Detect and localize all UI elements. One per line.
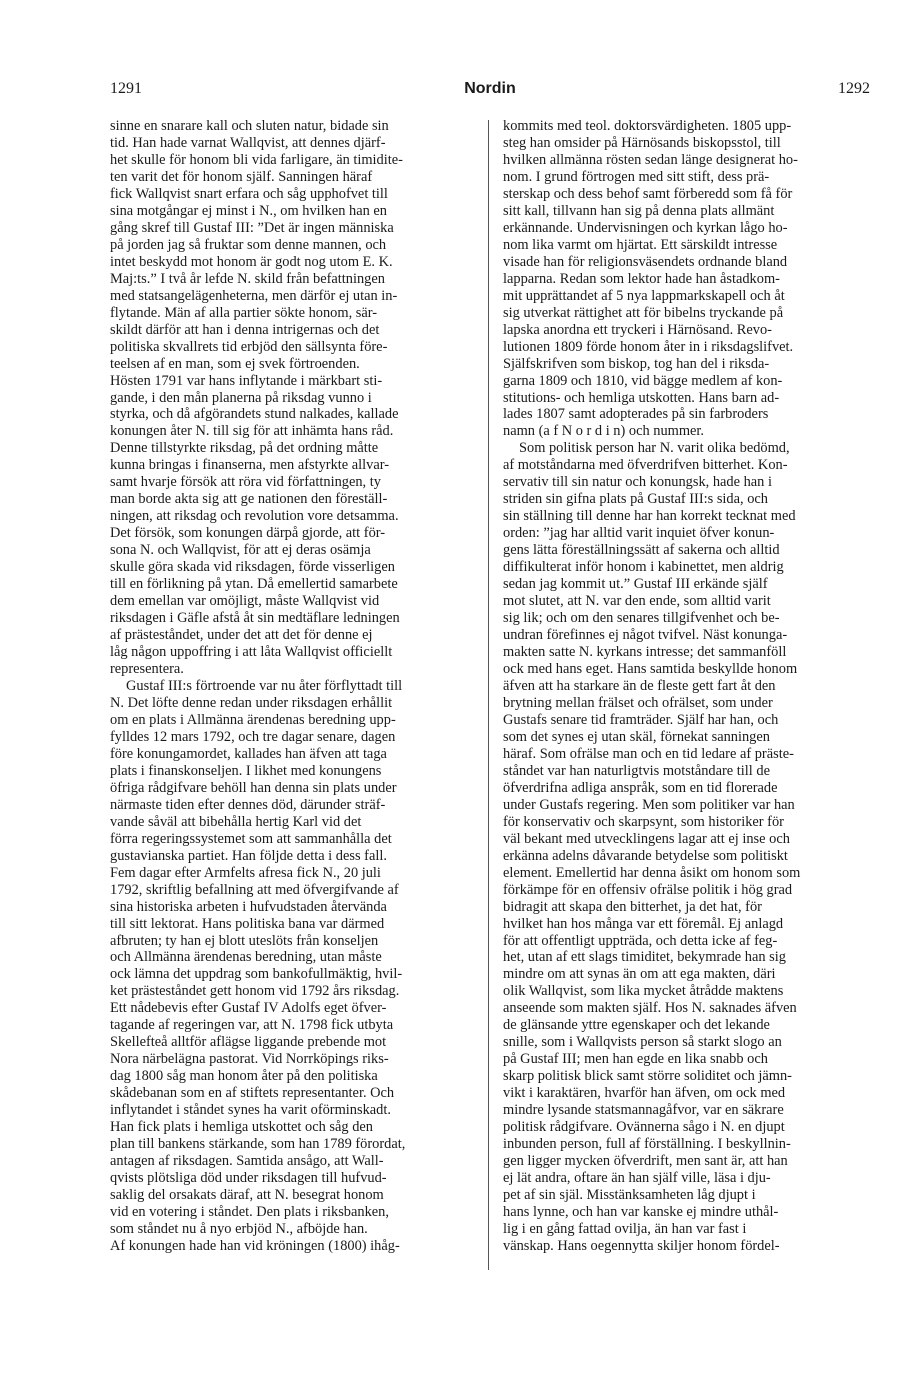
page-header (110, 80, 870, 104)
text-line: förra regeringssystemet som att sammanhålla det (110, 830, 392, 847)
text-line: under Gustafs regering. Men som politiker var han (503, 796, 795, 813)
text-line: af motståndarna med öfverdrifven bitterhet. Kon- (503, 457, 788, 474)
text-line: med statsangelägenheterna, men därför ej utan in- (110, 287, 398, 304)
text-line: Gustafs senare tid framträder. Själf har han, och (503, 711, 779, 728)
text-line: lapparna. Redan som lektor hade han åstadkom- (503, 270, 780, 287)
text-line: Som politisk person har N. varit olika bedömd, (519, 440, 790, 457)
text-line: låg någon uppoffring i att låta Wallqvist officiellt (110, 644, 393, 661)
text-line: afbruten; ty han ej blott uteslöts från konseljen (110, 932, 379, 949)
text-line: diffikulterat inför honom i kabinettet, men aldrig (503, 559, 784, 576)
text-line: servativ till sin natur och konungsk, hade han i (503, 474, 772, 491)
text-line: brytning mellan frälset och ofrälset, som under (503, 694, 773, 711)
text-line: skarp politisk blick samt större soliditet och jämn- (503, 1068, 792, 1085)
text-line: hvilket han hos många var ett föremål. Ej anlagd (503, 915, 784, 932)
text-line: element. Emellertid har denna åsikt om honom som (503, 864, 801, 881)
text-line: skulle göra skada vid riksdagen, förde visserligen (110, 559, 395, 576)
text-line: politisk rådgifvare. Ovännerna sågo i N. en djupt (503, 1119, 785, 1136)
text-line: hans lynne, och han var kanske ej mindre uthål- (503, 1204, 779, 1220)
text-line: och Allmänna ärendenas beredning, utan måste (110, 949, 382, 966)
text-line: Ett nådebevis efter Gustaf IV Adolfs eget öfver- (110, 1000, 387, 1017)
text-line: het, utan af ett slags timiditet, bekymrade han sig (503, 949, 786, 966)
text-line: politiska skvallrets tid erbjöd den sällsynta före- (110, 338, 388, 355)
text-line: olik Wallqvist, som lika mycket åtrådde maktens (503, 983, 784, 1000)
text-line: före konungamordet, kallades han äfven att taga (110, 745, 387, 762)
text-line: ej lät andra, oftare än han själf ville, läsa i dju- (503, 1170, 771, 1187)
text-line: Det försök, som konungen därpå gjorde, att för- (110, 525, 386, 542)
text-line: lig i en gång fattad ovilja, än han var fast i (503, 1220, 747, 1237)
text-line: snille, som i Wallqvists person så starkt slogo an (503, 1034, 782, 1051)
text-line: Fem dagar efter Armfelts afresa fick N., 20 juli (110, 864, 381, 881)
text-line: sig lik; och om den senares tillgifvenhet och be- (503, 610, 780, 627)
text-line: ståndet var han naturligtvis motståndare till de (503, 762, 770, 779)
text-line: ten varit det för honom själf. Sanningen häraf (110, 168, 373, 185)
text-line: till sitt lektorat. Hans politiska bana var därmed (110, 915, 385, 932)
column-divider (488, 120, 489, 1270)
text-line: öfriga rådgifvare behöll han denna sin plats under (110, 779, 397, 796)
text-line: om en plats i Allmänna ärendenas beredning upp- (110, 711, 396, 728)
text-line: gustavianska partiet. Han följde detta i dess fall. (110, 847, 387, 864)
text-line: Han fick plats i hemliga utskottet och såg den (110, 1119, 373, 1136)
text-line: sig utverkat rättighet att för bibelns tryckande på (503, 304, 784, 321)
text-line: Denne tillstyrkte riksdag, på det ordning måtte (110, 440, 379, 457)
text-line: hvilken allmänna rösten sedan länge designerat ho- (503, 151, 798, 168)
text-line: undran förefinnes ej något tvifvel. Näst konunga- (503, 627, 788, 644)
text-line: skådebanan som en af stiftets representanter. Och (110, 1085, 395, 1102)
text-line: gen ligger mycken öfverdrift, men sant är, att han (503, 1153, 788, 1170)
text-line: sinne en snarare kall och sluten natur, bidade sin (110, 118, 389, 134)
text-line: som det synes ej utan skäl, förnekat sanningen (503, 728, 770, 745)
text-line: mindre om att synas än om att ega makten, däri (503, 966, 776, 983)
text-line: sina historiska arbeten i hufvudstaden återvända (110, 898, 387, 915)
text-line: förkämpe för en offensiv ofrälse politik i hög grad (503, 881, 793, 898)
text-line: sina motgångar ej minst i N., om hvilken han en (110, 202, 387, 219)
text-line: ket prästeståndet gett honom vid 1792 års riksdag. (110, 983, 400, 1000)
text-line: qvists plötsliga död under riksdagen till hufvud- (110, 1170, 387, 1187)
text-line: tid. Han hade varnat Wallqvist, att dennes djärf- (110, 134, 386, 151)
text-line: sedan jag kommit ut.” Gustaf III erkände själf (503, 576, 768, 593)
text-line: kunna bringas i finanserna, men afstyrkte allvar- (110, 457, 390, 474)
text-line: styrka, och då afgörandets stund nalkades, kallade (110, 406, 399, 423)
text-line: gens lätta föreställningssätt af sakerna och alltid (503, 542, 780, 559)
text-line: kommits med teol. doktorsvärdigheten. 1805 upp- (503, 118, 792, 134)
text-line: namn (a f N o r d i n) och nummer. (503, 423, 705, 440)
text-line: mit upprättandet af 5 nya lappmarkskapell och åt (503, 287, 785, 304)
text-line: vid en votering i ståndet. Den plats i riksbanken, (110, 1204, 389, 1220)
text-line: nom. I grund förtrogen med sitt stift, dess prä- (503, 168, 770, 185)
text-line: öfverdrifna adliga anspråk, som en tid florerade (503, 779, 778, 796)
text-line: på jorden jag så fruktar som denne mannen, och (110, 236, 387, 253)
text-line: nom lika varmt om hjärtat. Ett särskildt intresse (503, 236, 778, 253)
text-line: dem emellan var omöjligt, måste Wallqvist vid (110, 593, 380, 610)
text-line: ock lämna det uppdrag som bankofullmäktig, hvil- (110, 966, 403, 983)
text-line: lapska anordna ett tryckeri i Härnösand. Revo- (503, 321, 772, 338)
text-line: sterskap och dess behof samt förberedd som få för (503, 185, 793, 202)
left-column (110, 118, 475, 1255)
text-line: häraf. Som ofrälse man och en tid ledare af präste- (503, 745, 794, 762)
text-line: Själfskrifven som biskop, tog han del i riksda- (503, 355, 770, 372)
text-line: konungen åter N. till sig för att inhämta hans råd. (110, 423, 394, 440)
text-line: representera. (110, 661, 184, 677)
text-line: lutionen 1809 förde honom åter in i riksdagslifvet. (503, 338, 794, 355)
text-line: sitt kall, tillvann han sig på denna plats allmänt (503, 202, 775, 219)
text-line: pet af sin själ. Misstänksamheten låg djupt i (503, 1187, 756, 1204)
text-line: ock med hans eget. Hans samtida beskyllde honom (503, 661, 798, 677)
text-line: visade han för religionsväsendets ordnande bland (503, 253, 788, 270)
text-line: af prästeståndet, under det att det för denne ej (110, 627, 373, 644)
text-line: plats i finanskonseljen. I likhet med konungens (110, 762, 382, 779)
text-line: saklig del orsakats däraf, att N. besegrat honom (110, 1187, 384, 1204)
text-line: man borde akta sig att ge nationen den föreställ- (110, 491, 388, 508)
text-line: inflytandet i ståndet synes ha varit oförminskadt. (110, 1102, 391, 1119)
text-line: för att offentligt uppträda, och detta icke af feg- (503, 932, 778, 949)
text-line: makten satte N. kyrkans intresse; det sammanföll (503, 644, 787, 661)
text-line: Af konungen hade han vid kröningen (1800) ihåg- (110, 1237, 400, 1254)
text-line: sona N. och Wallqvist, för att ej deras osämja (110, 542, 371, 559)
text-line: anseende som makten själf. Hos N. saknades äfven (503, 1000, 797, 1017)
text-line: Nora närbelägna pastorat. Vid Norrköpings riks- (110, 1051, 389, 1068)
right-column (503, 118, 868, 1255)
text-line: N. Det löfte denne redan under riksdagen erhållit (110, 694, 393, 711)
text-line: flytande. Män af alla partier sökte honom, sär- (110, 304, 378, 321)
text-line: vikt i karaktären, hvarför han äfven, om ock med (503, 1085, 786, 1102)
text-line: fylldes 12 mars 1792, och tre dagar senare, dagen (110, 728, 396, 745)
text-line: teelsen af en man, som ej svek förtroenden. (110, 355, 360, 372)
text-line: stitutions- och hemliga utskotten. Hans barn ad- (503, 389, 780, 406)
text-line: bidragit att skapa den bitterhet, ja det hat, för (503, 898, 762, 915)
text-line: tagande af regeringen var, att N. 1798 fick utbyta (110, 1017, 394, 1034)
page-number-right: 1292 (838, 80, 870, 97)
text-line: på Gustaf III; men han egde en lika snabb och (503, 1051, 768, 1068)
text-line: plan till bankens stärkande, som han 1789 förordat, (110, 1136, 406, 1153)
text-line: väl bekant med utvecklingens lagar att ej inse och (503, 830, 790, 847)
text-line: för konservativ och skarpsynt, som historiker för (503, 813, 784, 830)
text-line: till en förlikning på ytan. Då emellertid samarbete (110, 576, 398, 593)
text-line: Hösten 1791 var hans inflytande i märkbart sti- (110, 372, 383, 389)
text-line: 1792, skriftlig befallning att med öfvergifvande af (110, 881, 399, 898)
text-line: de glänsande yttre egenskaper och det lekande (503, 1017, 770, 1034)
text-line: antagen af riksdagen. Samtida ansågo, att Wall- (110, 1153, 384, 1170)
text-line: skildt därför att han i denna intrigernas och det (110, 321, 380, 338)
text-line: steg han omsider på Härnösands biskopsstol, till (503, 134, 781, 151)
text-line: mindre lysande statsmannagåfvor, var en säkrare (503, 1102, 784, 1119)
text-line: riksdagen i Gäfle afstå åt sin medtäflare ledningen (110, 610, 400, 627)
text-line: Skellefteå alltför aflägse liggande prebende mot (110, 1034, 387, 1051)
text-line: äfven att ha starkare än de fleste gett fart åt den (503, 677, 776, 694)
text-line: sin ställning till denne har han korrekt tecknat med (503, 508, 796, 525)
text-line: dag 1800 såg man honom åter på den politiska (110, 1068, 378, 1085)
text-line: som ståndet nu å nyo erbjöd N., afböjde han. (110, 1220, 368, 1237)
text-line: orden: ”jag har alltid varit inquiet öfver konun- (503, 525, 775, 542)
text-line: samt hvarje försök att röra vid författningen, ty (110, 474, 381, 491)
text-line: inbunden person, full af förställning. I beskyllnin- (503, 1136, 791, 1153)
text-line: lades 1807 samt adopterades på sin farbroders (503, 406, 769, 423)
text-line: intet beskydd mot honom är godt nog utom E. K. (110, 253, 393, 270)
text-line: mot slutet, att N. var den ende, som alltid varit (503, 593, 771, 610)
text-line: Maj:ts.” I två år lefde N. skild från befattningen (110, 270, 385, 287)
text-line: gande, i den mån planerna på riksdag vunno i (110, 389, 372, 406)
running-title: Nordin (464, 80, 516, 97)
text-line: erkänna adelns dåvarande betydelse som politiskt (503, 847, 788, 864)
text-line: Gustaf III:s förtroende var nu åter förflyttadt till (126, 677, 403, 694)
text-line: vänskap. Hans oegennytta skiljer honom fördel- (503, 1237, 780, 1254)
text-line: garna 1809 och 1810, vid bägge medlem af kon- (503, 372, 783, 389)
text-line: gång skref till Gustaf III: ”Det är ingen människa (110, 219, 394, 236)
text-line: vande såväl att bibehålla hertig Karl vid det (110, 813, 362, 830)
text-line: ningen, att riksdag och revolution vore detsamma. (110, 508, 399, 525)
text-line: fick Wallqvist snart erfara och såg upphofvet till (110, 185, 388, 202)
text-line: närmaste tiden efter dennes död, därunder sträf- (110, 796, 386, 813)
text-line: erkännande. Undervisningen och kyrkan lågo ho- (503, 219, 788, 236)
text-line: het skulle för honom bli vida farligare, än timidite- (110, 151, 403, 168)
text-line: striden sin gifna plats på Gustaf III:s sida, och (503, 491, 768, 508)
page-number-left: 1291 (110, 80, 142, 97)
